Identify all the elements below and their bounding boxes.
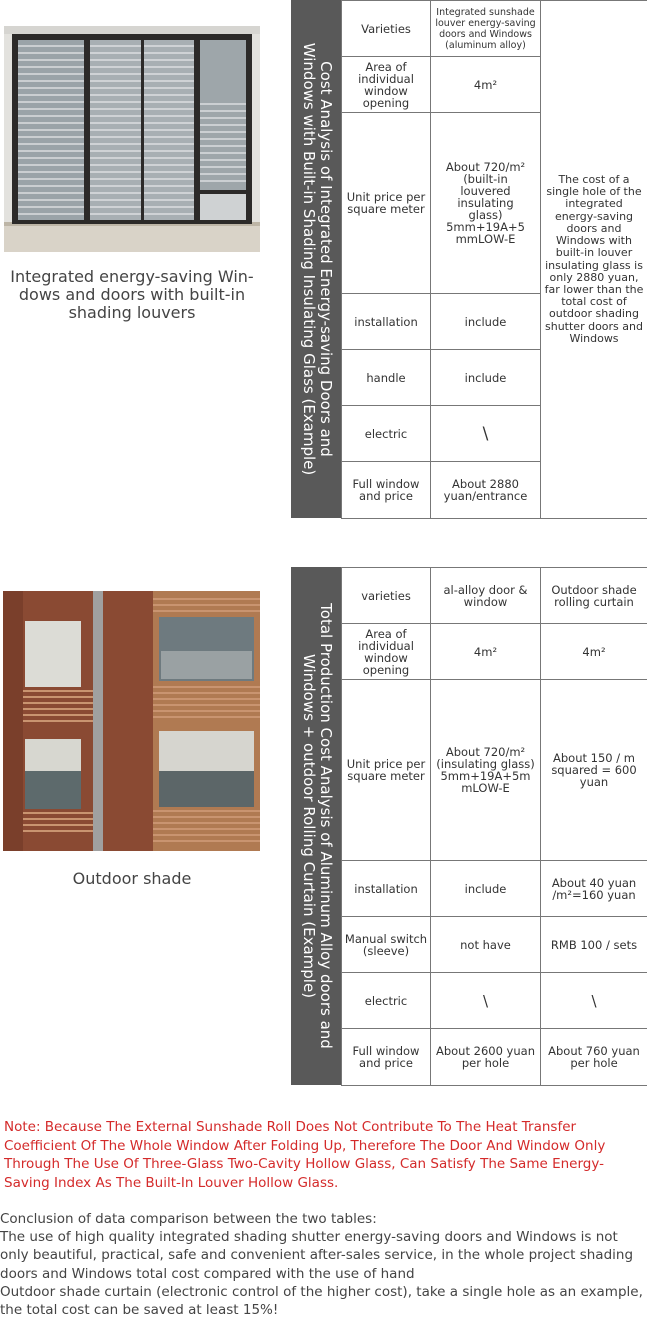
photo-outdoor-shade (3, 591, 260, 851)
table-row (342, 1029, 647, 1086)
row-value-a: not have (431, 917, 541, 973)
note-text: Note: Because The External Sunshade Roll Does Not Contribute To The Heat Transfer Coefficient Of The Whole Window After Folding Up, Therefore The Door And Window Only Through The Use Of Three-Glass Two-Cavity Hollow Glass, Can Satisfy The Same Energy-Saving Index As The Built-In Louver Hollow Glass. (4, 1118, 644, 1192)
row-value-b: About 150 / m squared = 600 yuan (541, 680, 647, 861)
conclusion-line2: Outdoor shade curtain (electronic control of the higher cost), take a single hole as an example, the total cost can be saved at least 15%! (0, 1283, 647, 1319)
table2-cost-analysis (341, 567, 647, 1086)
row-value: 4m² (431, 57, 541, 113)
table-row (342, 973, 647, 1029)
row-label: Unit price per square meter (342, 680, 431, 861)
row-value-b: RMB 100 / sets (541, 917, 647, 973)
row-value: Integrated sunshade louver energy-saving doors and Windows (aluminum alloy) (431, 1, 541, 57)
caption-integrated-window: Integrated energy-saving Win- dows and doors with built-in shading louvers (4, 268, 260, 322)
table-row (342, 1, 647, 57)
row-value: include (431, 350, 541, 406)
row-label: installation (342, 861, 431, 917)
row-value-a: About 720/m² (insulating glass) 5mm+19A+5m mLOW-E (431, 680, 541, 861)
conclusion-title: Conclusion of data comparison between the two tables: (0, 1210, 647, 1228)
remark-cell (541, 1, 647, 519)
row-value-a: About 2600 yuan per hole (431, 1029, 541, 1086)
table2-vertical-title (291, 567, 342, 1085)
row-value-b: \ (541, 973, 647, 1029)
table1-cost-analysis (341, 0, 647, 519)
row-label: Varieties (342, 1, 431, 57)
row-label: Full window and price (342, 462, 431, 519)
table-row (342, 568, 647, 624)
table-row (342, 680, 647, 861)
row-value-b: About 760 yuan per hole (541, 1029, 647, 1086)
row-value-b: 4m² (541, 624, 647, 680)
table1-title-text: Cost Analysis of Integrated Energy-saving Doors and Windows with Built-in Shading Insulating Glass (Example) (300, 43, 334, 476)
row-label: Full window and price (342, 1029, 431, 1086)
table-row (342, 861, 647, 917)
row-label: Area of individual window opening (342, 624, 431, 680)
row-label: Area of individual window opening (342, 57, 431, 113)
row-value-a: al-alloy door & window (431, 568, 541, 624)
row-value: About 2880 yuan/entrance (431, 462, 541, 519)
row-label: Manual switch (sleeve) (342, 917, 431, 973)
row-value: About 720/m² (built-in louvered insulating glass) 5mm+19A+5 mmLOW-E (431, 113, 541, 294)
row-label: electric (342, 973, 431, 1029)
caption-outdoor-shade: Outdoor shade (4, 870, 260, 888)
table2-title-text: Total Production Cost Analysis of Aluminum Alloy doors and Windows + outdoor Rolling Curtain (Example) (300, 603, 334, 1049)
table1-vertical-title (291, 0, 342, 518)
row-value-b: About 40 yuan /m²=160 yuan (541, 861, 647, 917)
conclusion (0, 1210, 647, 1319)
row-value: \ (431, 406, 541, 462)
row-label: electric (342, 406, 431, 462)
remark-text: The cost of a single hole of the integrated energy-saving doors and Windows with built-in louver insulating glass is only 2880 yuan, far lower than the total cost of outdoor shading shutter doors and Windows (545, 173, 644, 345)
row-value-b: Outdoor shade rolling curtain (541, 568, 647, 624)
row-value: include (431, 294, 541, 350)
row-value-a: \ (431, 973, 541, 1029)
row-label: varieties (342, 568, 431, 624)
photo-integrated-window (4, 26, 260, 252)
conclusion-line1: The use of high quality integrated shading shutter energy-saving doors and Windows is not only beautiful, practical, safe and convenient after-sales service, in the whole project shading doors and Windows total cost compared with the use of hand (0, 1228, 647, 1283)
row-value-a: 4m² (431, 624, 541, 680)
row-label: handle (342, 350, 431, 406)
table-row (342, 624, 647, 680)
row-value-a: include (431, 861, 541, 917)
row-label: Unit price per square meter (342, 113, 431, 294)
row-label: installation (342, 294, 431, 350)
table-row (342, 917, 647, 973)
